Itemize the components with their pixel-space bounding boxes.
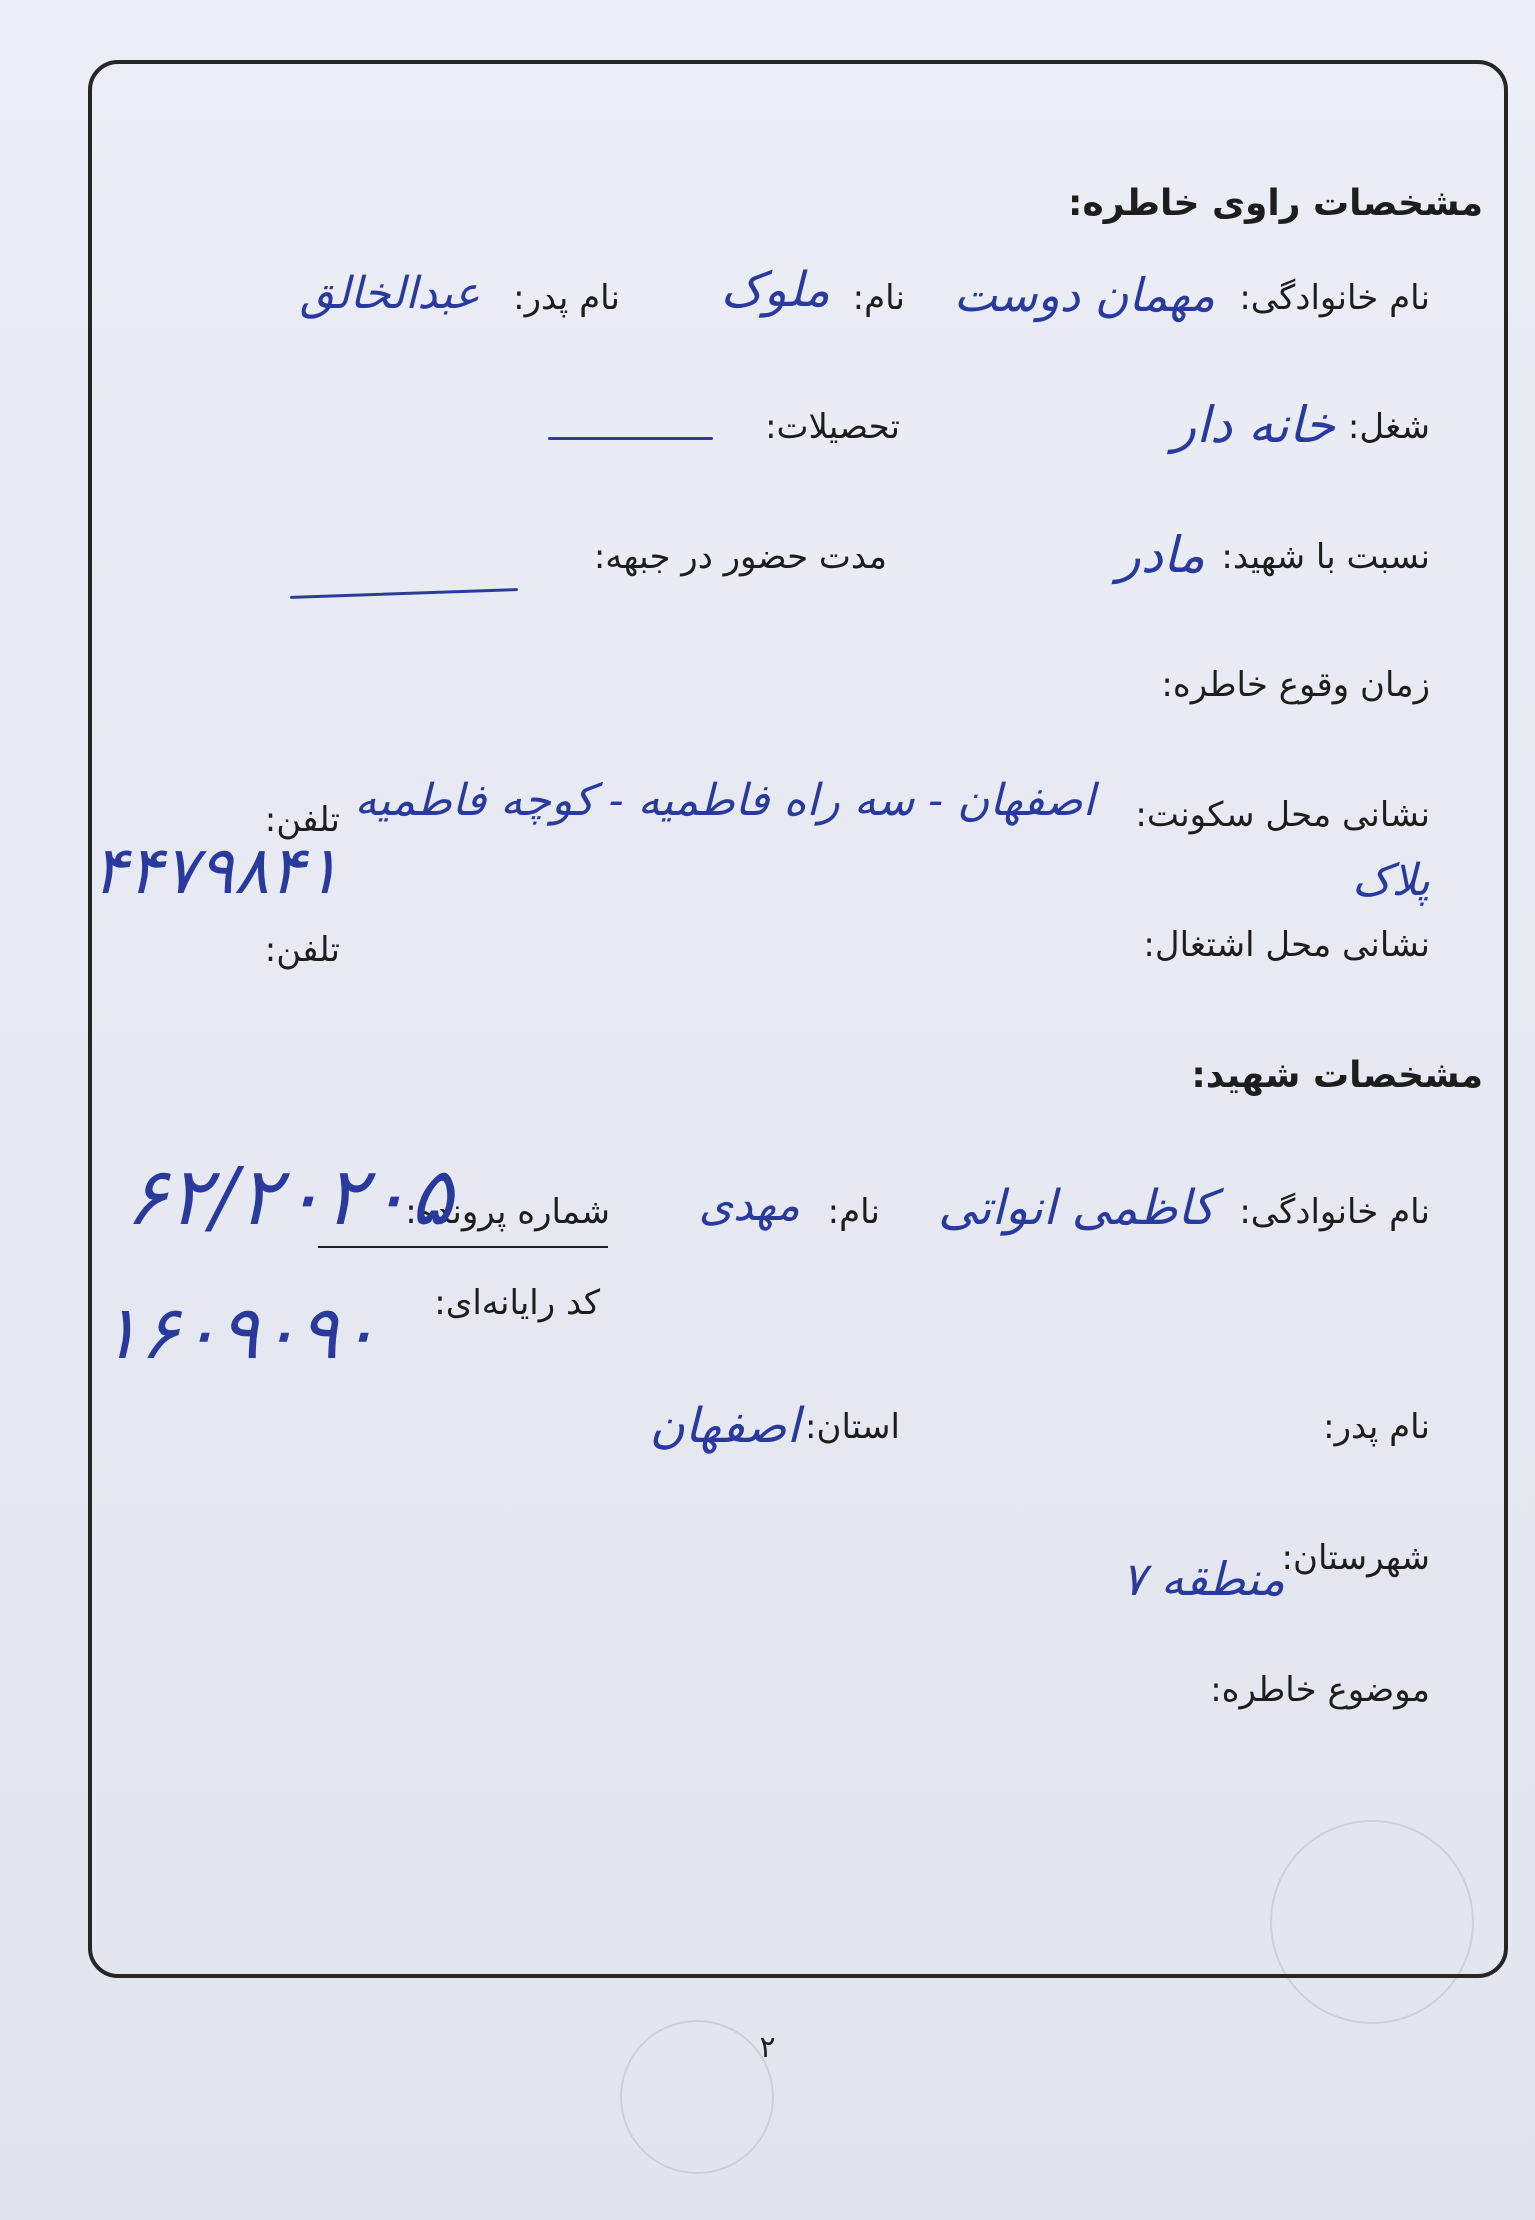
martyr-file-number-value: ۶۲/۲۰۲۰۵ <box>125 1150 453 1243</box>
narrator-father-value: عبدالخالق <box>299 268 480 319</box>
education-dash <box>548 437 713 440</box>
narrator-name-value: ملوک <box>720 262 830 318</box>
martyr-province-label: استان: <box>805 1407 900 1447</box>
narrator-education-label: تحصیلات: <box>765 407 900 447</box>
narrator-phone-label: تلفن: <box>264 800 340 840</box>
narrator-address-label: نشانی محل سکونت: <box>1135 795 1430 835</box>
narrator-work-address-label: نشانی محل اشتغال: <box>1143 925 1430 965</box>
narrator-relation-value: مادر <box>1116 526 1205 584</box>
narrator-front-duration-label: مدت حضور در جبهه: <box>593 537 887 577</box>
narrator-memory-time-label: زمان وقوع خاطره: <box>1161 665 1430 705</box>
martyr-name-value: مهدی <box>698 1180 800 1231</box>
martyr-province-value: اصفهان <box>649 1398 800 1454</box>
martyr-city-value: منطقه ۷ <box>1121 1552 1285 1606</box>
narrator-father-label: نام پدر: <box>513 278 620 318</box>
martyr-file-number-label: شماره پرونده: <box>405 1192 610 1232</box>
narrator-address-value-2: پلاک <box>1352 855 1430 906</box>
narrator-family-value: مهمان دوست <box>953 268 1215 322</box>
martyr-father-label: نام پدر: <box>1323 1407 1430 1447</box>
narrator-address-value: اصفهان - سه راه فاطمیه - کوچه فاطمیه <box>354 775 1095 826</box>
martyr-family-label: نام خانوادگی: <box>1239 1192 1430 1232</box>
martyr-name-label: نام: <box>827 1192 880 1232</box>
martyr-computer-code-label: کد رایانه‌ای: <box>434 1283 600 1323</box>
narrator-family-label: نام خانوادگی: <box>1239 278 1430 318</box>
martyr-family-value: کاظمی انواتی <box>938 1180 1215 1236</box>
narrator-relation-label: نسبت با شهید: <box>1221 537 1430 577</box>
narrator-job-label: شغل: <box>1347 407 1430 447</box>
martyr-city-label: شهرستان: <box>1281 1538 1430 1578</box>
narrator-phone-value: ۴۴۷۹۸۴۱ <box>92 832 341 909</box>
page-number: ۲ <box>759 2030 776 2065</box>
narrator-work-phone-label: تلفن: <box>264 930 340 970</box>
martyr-computer-code-value: ۱۶۰۹۰۹۰ <box>100 1290 379 1376</box>
narrator-heading: مشخصات راوی خاطره: <box>1068 183 1483 224</box>
martyr-heading: مشخصات شهید: <box>1191 1055 1483 1096</box>
narrator-name-label: نام: <box>852 278 905 318</box>
file-number-underline <box>318 1246 608 1248</box>
narrator-job-value: خانه دار <box>1171 396 1335 454</box>
martyr-topic-label: موضوع خاطره: <box>1210 1670 1430 1710</box>
